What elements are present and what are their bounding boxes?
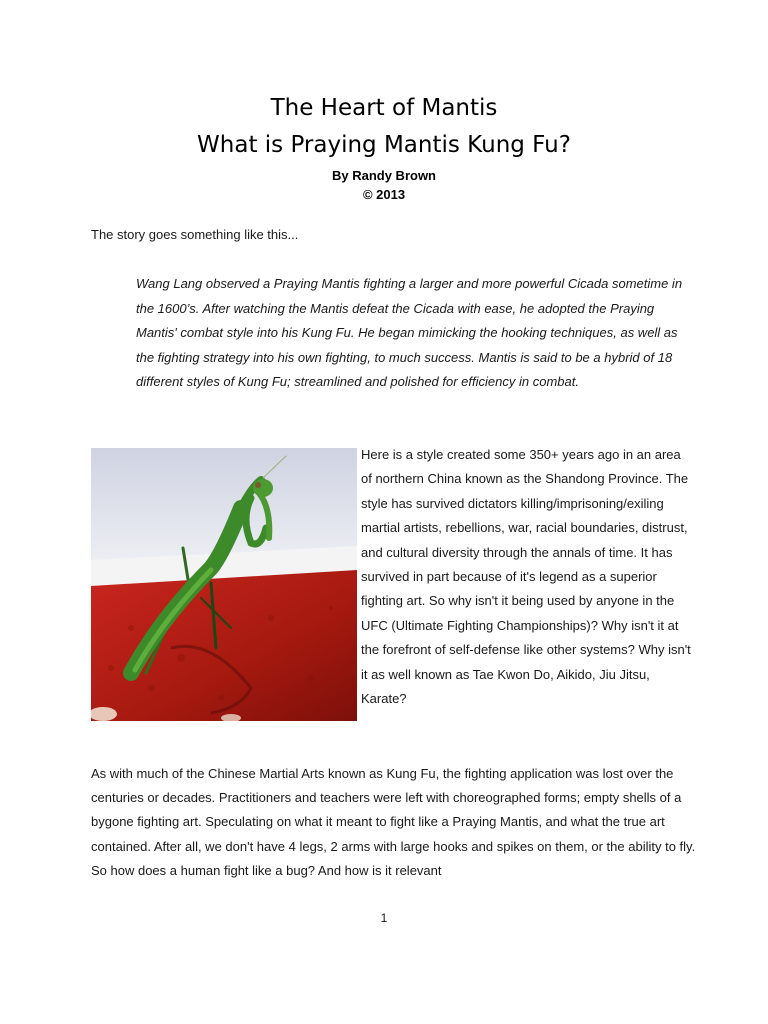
body-paragraph: As with much of the Chinese Martial Arts known as Kung Fu, the fighting application was lost over the centuries or decades. Practitioners and teachers were left with choreographed forms; empty shells of a bygone fighting art. Speculating on what it meant to fight like a Praying Mantis, and what the true art contained. After all, we don't have 4 legs, 2 arms with large hooks and spikes on them, or the ability to fly. So how does a human fight like a bug? And how is it relevant bbox=[91, 766, 696, 878]
document-subtitle: What is Praying Mantis Kung Fu? bbox=[197, 132, 571, 158]
legend-quote: Wang Lang observed a Praying Mantis fighting a larger and more powerful Cicada sometime in the 1600’s. After watching the Mantis defeat the Cicada with ease, he adopted the Praying Mantis' combat style into his Kung Fu. He began mimicking the hooking techniques, as well as the fighting strategy into his own fighting, to much success. Mantis is said to be a hybrid of 18 different styles of Kung Fu; streamlined and polished for efficiency in combat. bbox=[136, 276, 683, 390]
side-paragraph: Here is a style created some 350+ years ago in an area of northern China known as the Shandong Province. The style has survived dictators killing/imprisoning/exiling martial artists, rebellions, war, racial boundaries, distrust, and cultural diversity through the annals of time. It has survived in part because of it's legend as a superior fighting art. So why isn't it being used by anyone in the UFC (Ultimate Fighting Championships)? Why isn't it at the forefront of self-defense like other systems? Why isn't it as well known as Tae Kwon Do, Aikido, Jiu Jitsu, Karate? bbox=[361, 447, 691, 707]
page-number: 1 bbox=[380, 911, 388, 925]
author-byline: By Randy Brown bbox=[331, 168, 436, 183]
praying-mantis-icon bbox=[91, 448, 357, 721]
mantis-photo bbox=[91, 448, 357, 721]
copyright-notice: © 2013 bbox=[362, 187, 406, 202]
intro-line: The story goes something like this... bbox=[91, 227, 299, 242]
document-title: The Heart of Mantis bbox=[270, 95, 498, 121]
